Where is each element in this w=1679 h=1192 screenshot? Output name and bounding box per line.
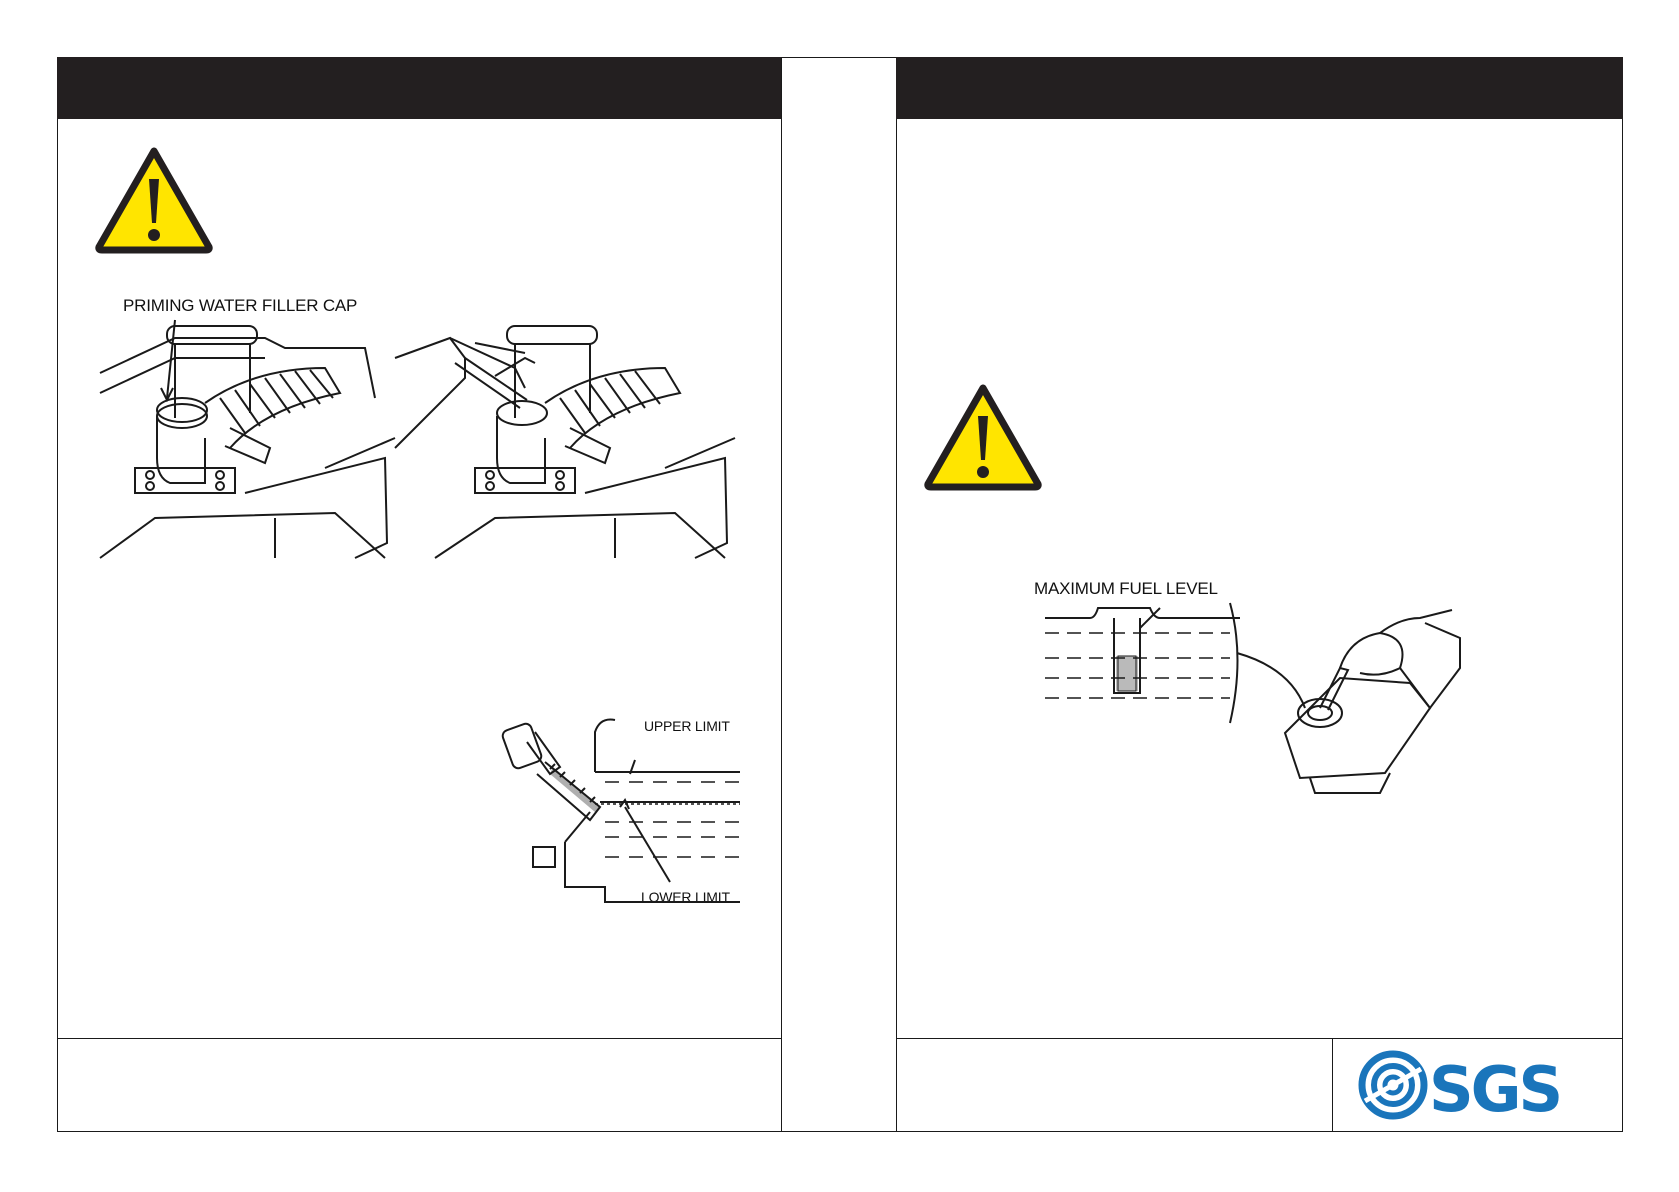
upper-limit-label: UPPER LIMIT — [644, 718, 730, 734]
sgs-logo-icon — [1357, 1049, 1592, 1126]
priming-cap-figure — [95, 318, 735, 563]
fuel-level-figure — [1040, 598, 1470, 798]
right-header-bar — [896, 57, 1623, 119]
water-level-figure — [505, 712, 745, 912]
warning-icon — [924, 384, 1042, 490]
sgs-logo-text: SGS — [1429, 1053, 1561, 1126]
filler-cap-callout: PRIMING WATER FILLER CAP — [123, 296, 358, 315]
right-footer — [896, 1038, 1333, 1132]
warning-icon — [95, 147, 213, 253]
left-footer — [57, 1038, 782, 1132]
maximum-fuel-level-callout: MAXIMUM FUEL LEVEL — [1034, 579, 1218, 598]
center-gutter — [781, 57, 897, 1132]
left-header-bar — [57, 57, 782, 119]
lower-limit-label: LOWER LIMIT — [641, 889, 730, 905]
right-page — [896, 57, 1623, 1132]
